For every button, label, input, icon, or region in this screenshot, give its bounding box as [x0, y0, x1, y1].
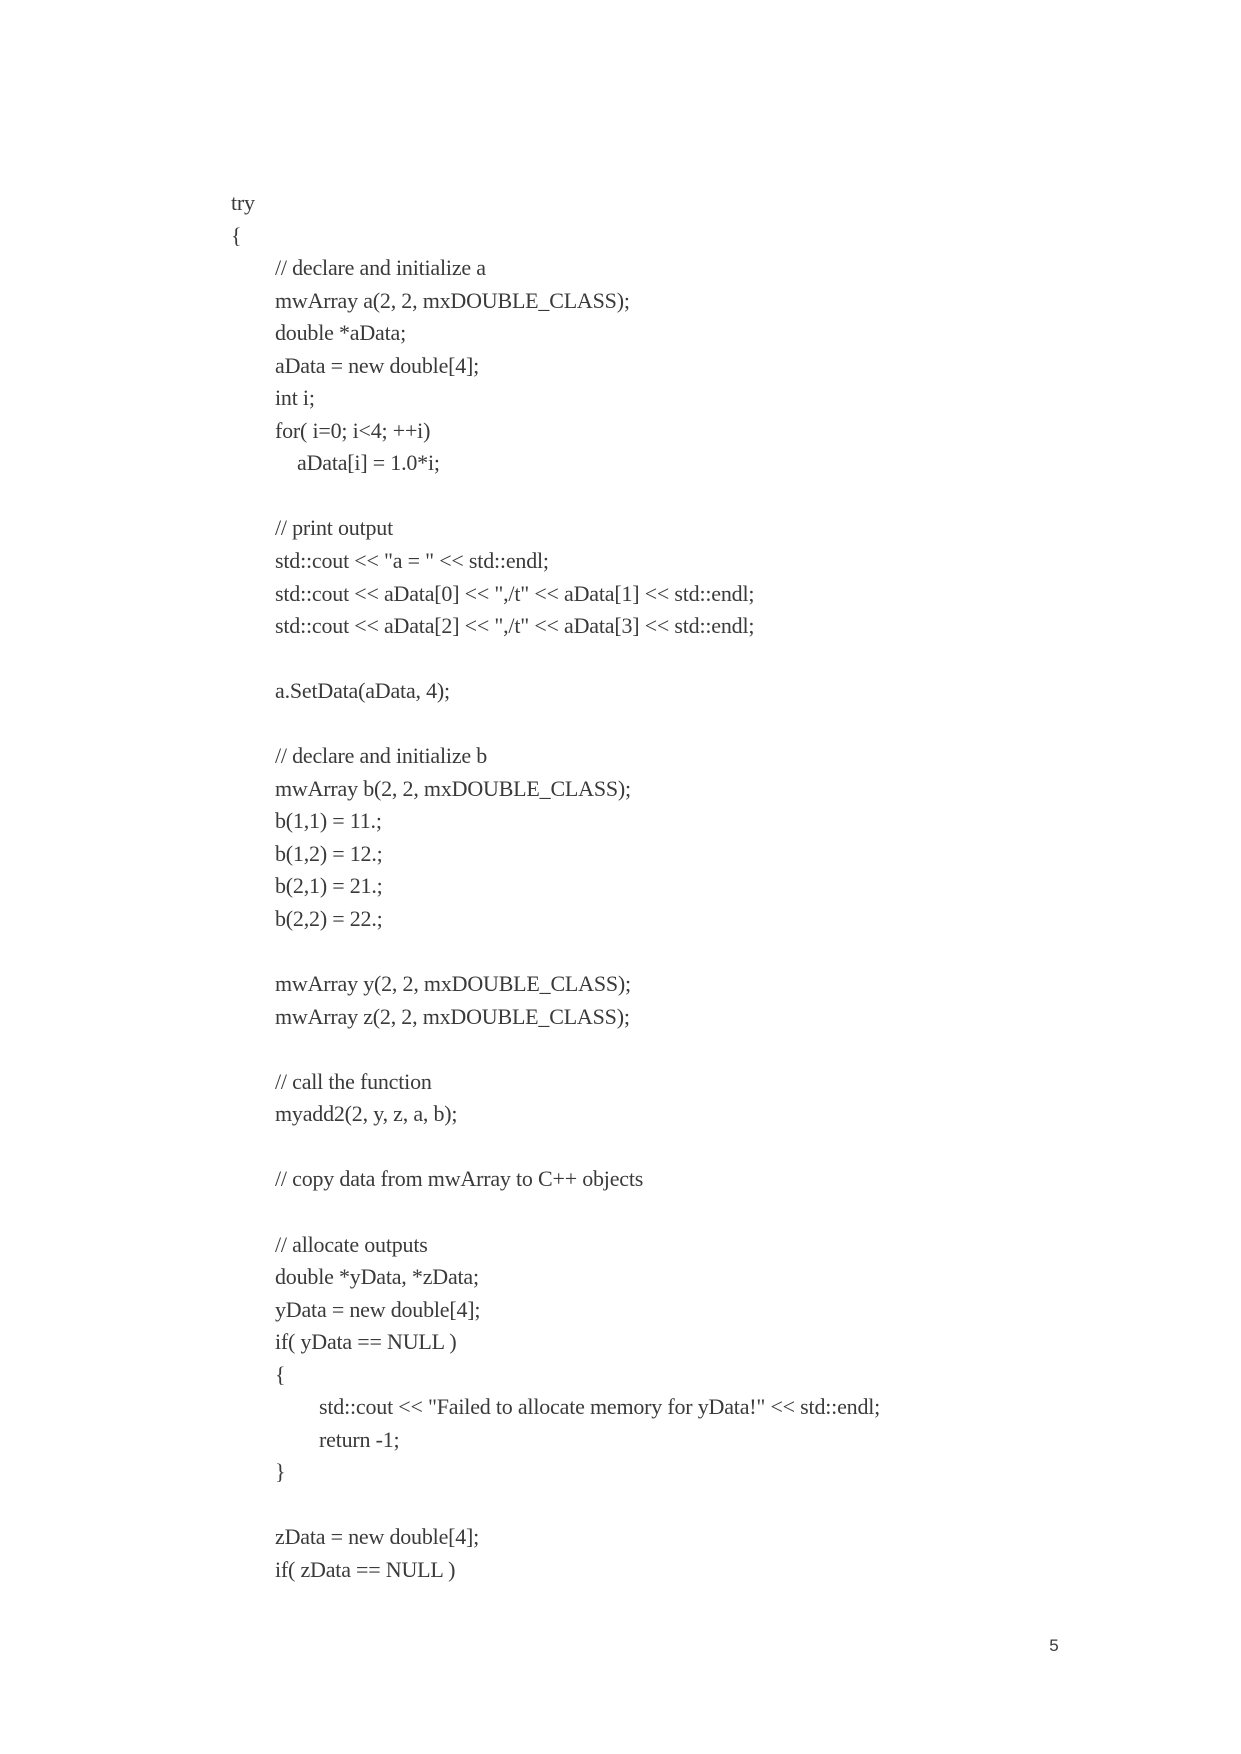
page-number: 5: [1049, 1636, 1059, 1655]
blank-line: [231, 1196, 1131, 1229]
code-line: {: [275, 1361, 286, 1387]
code-line: b(1,1) = 11.;: [275, 808, 382, 834]
code-line: std::cout << "a = " << std::endl;: [275, 548, 549, 574]
blank-line: [231, 1131, 1131, 1164]
code-line: myadd2(2, y, z, a, b);: [275, 1101, 458, 1127]
code-line: // call the function: [275, 1068, 432, 1094]
code-line: mwArray y(2, 2, mxDOUBLE_CLASS);: [275, 971, 631, 997]
code-line: b(1,2) = 12.;: [275, 840, 383, 866]
code-line: // declare and initialize a: [275, 255, 486, 281]
code-line: mwArray b(2, 2, mxDOUBLE_CLASS);: [275, 775, 631, 801]
code-line: double *aData;: [275, 320, 406, 346]
code-line: for( i=0; i<4; ++i): [275, 417, 431, 443]
code-line: // allocate outputs: [275, 1231, 428, 1257]
code-line: // declare and initialize b: [275, 743, 488, 769]
code-line: // copy data from mwArray to C++ objects: [275, 1166, 644, 1192]
blank-line: [231, 643, 1131, 676]
code-line: std::cout << aData[0] << ",/t" << aData[1] << std::endl;: [275, 580, 755, 606]
code-line: // print output: [275, 515, 394, 541]
code-line: b(2,2) = 22.;: [275, 906, 383, 932]
code-line: }: [275, 1459, 286, 1485]
code-line: mwArray z(2, 2, mxDOUBLE_CLASS);: [275, 1003, 630, 1029]
code-line: b(2,1) = 21.;: [275, 873, 383, 899]
code-listing: [231, 187, 1131, 1587]
blank-line: [231, 1489, 1131, 1522]
code-line: return -1;: [319, 1426, 400, 1452]
code-line: aData = new double[4];: [275, 352, 480, 378]
code-line: try: [231, 190, 255, 215]
blank-line: [231, 480, 1131, 513]
code-line: mwArray a(2, 2, mxDOUBLE_CLASS);: [275, 287, 630, 313]
code-line: double *yData, *zData;: [275, 1264, 479, 1290]
code-line: std::cout << "Failed to allocate memory for yData!" << std::endl;: [319, 1394, 881, 1420]
code-line: yData = new double[4];: [275, 1296, 481, 1322]
code-line: std::cout << aData[2] << ",/t" << aData[3] << std::endl;: [275, 613, 755, 639]
blank-line: [231, 1033, 1131, 1066]
code-line: aData[i] = 1.0*i;: [297, 450, 440, 476]
code-line: int i;: [275, 385, 315, 411]
code-line: a.SetData(aData, 4);: [275, 678, 450, 704]
blank-line: [231, 708, 1131, 741]
code-line: if( yData == NULL ): [275, 1329, 457, 1355]
code-line: if( zData == NULL ): [275, 1556, 456, 1582]
blank-line: [231, 936, 1131, 969]
code-line: {: [231, 222, 242, 248]
code-line: zData = new double[4];: [275, 1524, 480, 1550]
